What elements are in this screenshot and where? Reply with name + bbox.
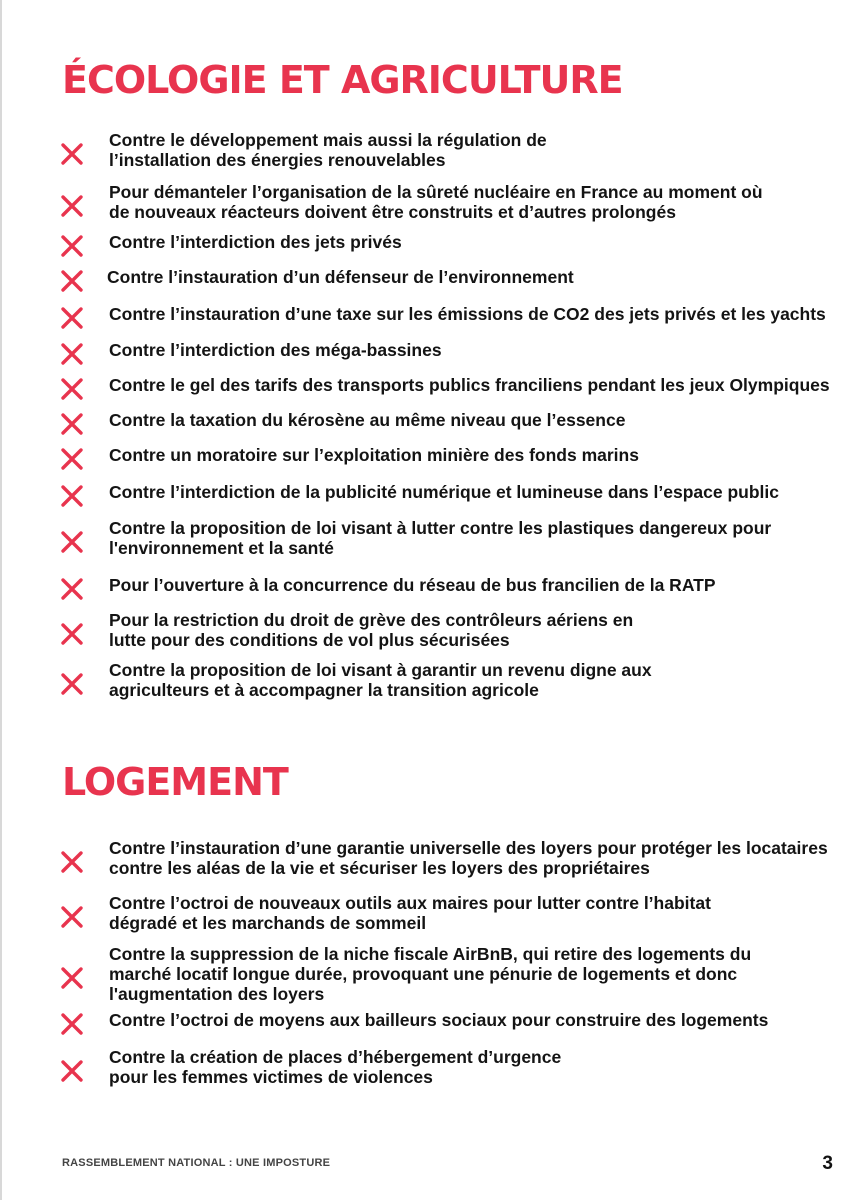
item-text-line: Contre l’instauration d’un défenseur de l’environnement [107, 267, 574, 287]
item-text [109, 304, 849, 324]
item-text-line: Contre l’octroi de nouveaux outils aux maires pour lutter contre l’habitat [109, 893, 711, 913]
item-text [109, 610, 849, 650]
item-text [109, 340, 849, 360]
item-text-line: Contre l’octroi de moyens aux bailleurs sociaux pour construire des logements [109, 1010, 769, 1030]
cross-icon [60, 342, 84, 366]
item-text [107, 267, 847, 287]
item-text-line: Contre un moratoire sur l’exploitation minière des fonds marins [109, 445, 639, 465]
cross-icon [60, 269, 84, 293]
cross-icon [60, 194, 84, 218]
item-text-line: Contre l’instauration d’une taxe sur les émissions de CO2 des jets privés et les yachts [109, 304, 826, 324]
cross-icon [60, 530, 84, 554]
section-title-ecologie: ÉCOLOGIE ET AGRICULTURE [62, 58, 623, 102]
cross-icon [60, 234, 84, 258]
cross-icon [60, 966, 84, 990]
cross-icon [60, 577, 84, 601]
item-text-line: Pour démanteler l’organisation de la sûreté nucléaire en France au moment où [109, 182, 763, 202]
item-text-line: lutte pour des conditions de vol plus sécurisées [109, 630, 510, 650]
cross-icon [60, 412, 84, 436]
page-number: 3 [822, 1153, 833, 1174]
item-text-line: Contre la proposition de loi visant à lutter contre les plastiques dangereux pour [109, 518, 772, 538]
item-text [109, 445, 849, 465]
cross-icon [60, 306, 84, 330]
item-text [109, 182, 849, 222]
item-text-line: Contre l’interdiction de la publicité numérique et lumineuse dans l’espace public [109, 482, 779, 502]
item-text-line: Contre la proposition de loi visant à garantir un revenu digne aux [109, 660, 652, 680]
item-text [109, 518, 849, 558]
item-text-line: l’installation des énergies renouvelables [109, 150, 446, 170]
item-text [109, 410, 849, 430]
item-text [109, 838, 849, 878]
item-text [109, 1047, 849, 1087]
cross-icon [60, 377, 84, 401]
item-text [109, 130, 849, 170]
cross-icon [60, 622, 84, 646]
cross-icon [60, 1012, 84, 1036]
cross-icon [60, 142, 84, 166]
item-text [109, 575, 849, 595]
item-text [109, 944, 849, 1004]
item-text-line: l'environnement et la santé [109, 538, 334, 558]
item-text-line: Contre l’instauration d’une garantie universelle des loyers pour protéger les locataires [109, 838, 828, 858]
footer-title: RASSEMBLEMENT NATIONAL : UNE IMPOSTURE [62, 1157, 331, 1169]
page-edge [0, 0, 2, 1200]
item-text-line: Contre le gel des tarifs des transports publics franciliens pendant les jeux Olympiques [109, 375, 830, 395]
item-text-line: Contre l’interdiction des méga-bassines [109, 340, 442, 360]
item-text-line: agriculteurs et à accompagner la transition agricole [109, 680, 539, 700]
item-text-line: Contre la suppression de la niche fiscale AirBnB, qui retire des logements du [109, 944, 752, 964]
cross-icon [60, 1059, 84, 1083]
item-text [109, 1010, 849, 1030]
item-text-line: Contre la taxation du kérosène au même niveau que l’essence [109, 410, 626, 430]
item-text-line: Contre la création de places d’hébergement d’urgence [109, 1047, 562, 1067]
cross-icon [60, 484, 84, 508]
item-text-line: de nouveaux réacteurs doivent être construits et d’autres prolongés [109, 202, 676, 222]
cross-icon [60, 672, 84, 696]
section-title-logement: LOGEMENT [62, 760, 288, 804]
item-text-line: Pour la restriction du droit de grève des contrôleurs aériens en [109, 610, 634, 630]
cross-icon [60, 850, 84, 874]
item-text-line: dégradé et les marchands de sommeil [109, 913, 427, 933]
item-text-line: Pour l’ouverture à la concurrence du réseau de bus francilien de la RATP [109, 575, 716, 595]
item-text-line: pour les femmes victimes de violences [109, 1067, 433, 1087]
item-text [109, 232, 849, 252]
item-text-line: contre les aléas de la vie et sécuriser les loyers des propriétaires [109, 858, 650, 878]
item-text-line: l'augmentation des loyers [109, 984, 325, 1004]
cross-icon [60, 447, 84, 471]
item-text-line: Contre le développement mais aussi la régulation de [109, 130, 547, 150]
item-text-line: marché locatif longue durée, provoquant une pénurie de logements et donc [109, 964, 738, 984]
item-text [109, 893, 849, 933]
item-text [109, 660, 849, 700]
cross-icon [60, 905, 84, 929]
item-text [109, 375, 849, 395]
item-text-line: Contre l’interdiction des jets privés [109, 232, 402, 252]
item-text [109, 482, 849, 502]
